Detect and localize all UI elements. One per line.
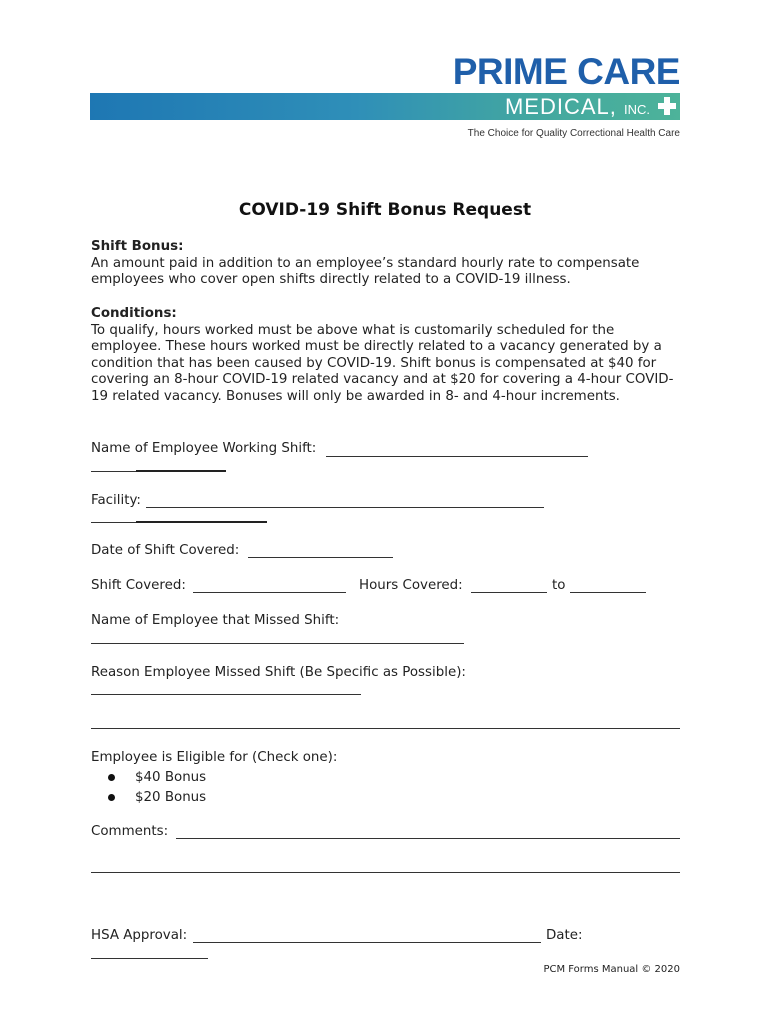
comments-input-line[interactable] — [176, 838, 680, 839]
hsa-date-label: Date: — [546, 928, 583, 943]
facility-input-line-3[interactable] — [136, 521, 267, 523]
employee-missed-label: Name of Employee that Missed Shift: — [91, 613, 340, 628]
shift-covered-input-line[interactable] — [193, 592, 346, 593]
document-title: COVID-19 Shift Bonus Request — [238, 200, 532, 220]
bonus-option-20[interactable] — [108, 788, 206, 808]
shift-covered-label: Shift Covered: — [91, 578, 186, 593]
hsa-date-input-line[interactable] — [91, 958, 208, 959]
conditions-text: To qualify, hours worked must be above what is customarily scheduled for the employee. These hours worked must be directly related to a vacancy generated by a condition that has been caused by COVID-19. Shift bonus is compensated at $40 for covering an 8-hour COVID-19 related vacancy and at $20 for covering a 4-hour COVID-19 related vacancy. Bonuses will only be awarded in 8- and 4-hour increments. — [91, 322, 674, 404]
date-covered-input-line[interactable] — [248, 557, 393, 558]
bullet-icon — [108, 794, 115, 801]
comments-input-line-2[interactable] — [91, 872, 680, 873]
bullet-icon — [108, 774, 115, 781]
logo-band — [90, 93, 680, 120]
employee-working-label: Name of Employee Working Shift: — [91, 441, 317, 456]
facility-input-line-2[interactable] — [91, 522, 136, 523]
hours-from-input-line[interactable] — [471, 592, 547, 593]
hours-covered-label: Hours Covered: — [359, 578, 463, 593]
reason-input-line[interactable] — [91, 694, 361, 695]
shift-bonus-text: An amount paid in addition to an employee’s standard hourly rate to compensate employees who cover open shifts directly related to a COVID-19 illness. — [91, 255, 640, 288]
employee-working-input-line[interactable] — [326, 456, 588, 457]
employee-missed-input-line[interactable] — [91, 643, 464, 644]
comments-label: Comments: — [91, 824, 169, 839]
hsa-approval-label: HSA Approval: — [91, 928, 188, 943]
employee-working-input-line-3[interactable] — [136, 470, 226, 472]
company-logo — [90, 52, 680, 142]
facility-input-line[interactable] — [146, 507, 544, 508]
reason-label: Reason Employee Missed Shift (Be Specific as Possible): — [91, 665, 466, 680]
shift-bonus-heading: Shift Bonus: — [91, 239, 184, 254]
logo-tagline: The Choice for Quality Correctional Health Care — [467, 128, 680, 139]
eligible-label: Employee is Eligible for (Check one): — [91, 750, 338, 765]
hours-to-input-line[interactable] — [570, 592, 646, 593]
hsa-approval-input-line[interactable] — [193, 942, 541, 943]
logo-medical-text — [505, 94, 650, 123]
bonus-option-label: $40 Bonus — [135, 770, 207, 785]
bonus-option-label: $20 Bonus — [135, 789, 207, 805]
logo-prime-care-text: PRIME CARE — [452, 51, 680, 92]
shift-bonus-section — [91, 239, 681, 289]
bonus-option-40[interactable] — [108, 768, 206, 788]
conditions-heading: Conditions: — [91, 306, 177, 321]
medical-cross-icon — [656, 95, 678, 117]
hours-to-label: to — [552, 578, 566, 593]
bonus-options-list — [108, 768, 206, 807]
employee-working-input-line-2[interactable] — [91, 471, 136, 472]
facility-label: Facility: — [91, 493, 141, 508]
date-covered-label: Date of Shift Covered: — [91, 543, 240, 558]
reason-input-line-2[interactable] — [91, 728, 680, 729]
conditions-section — [91, 306, 681, 406]
logo-medical-word: MEDICAL, — [504, 94, 617, 119]
logo-inc-word: INC. — [624, 102, 650, 117]
footer-text: PCM Forms Manual © 2020 — [543, 964, 680, 975]
